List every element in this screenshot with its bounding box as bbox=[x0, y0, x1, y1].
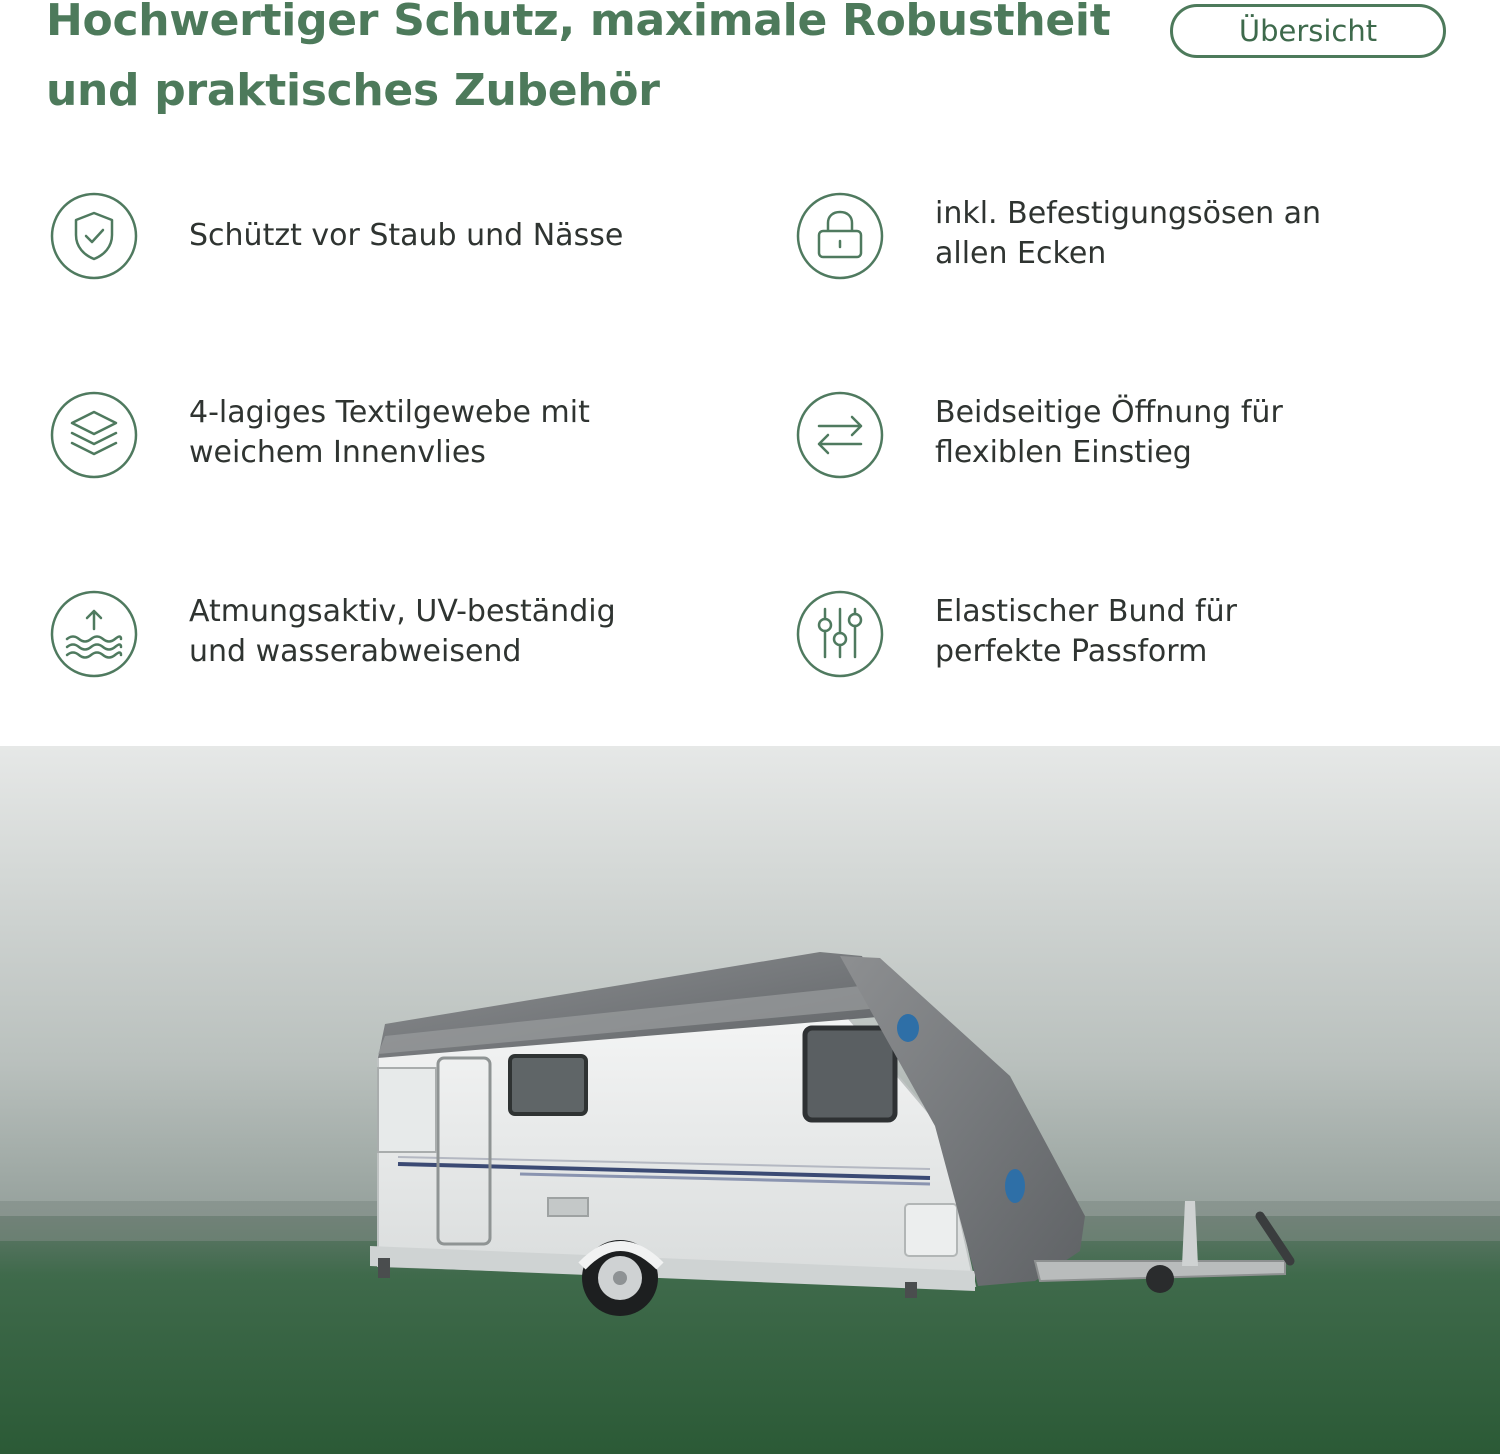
product-photo-caravan-cover bbox=[0, 746, 1500, 1454]
feature-label-line-1: Beidseitige Öffnung für bbox=[935, 395, 1283, 430]
sliders-icon bbox=[795, 589, 885, 679]
feature-label bbox=[935, 592, 1455, 672]
feature-elastic-hem bbox=[795, 589, 1500, 689]
feature-label-line-1: Atmungsaktiv, UV-beständig bbox=[189, 594, 616, 629]
feature-eyelets bbox=[795, 191, 1500, 291]
feature-label bbox=[189, 216, 709, 256]
overview-button[interactable]: Übersicht bbox=[1170, 4, 1446, 58]
feature-dust-moisture bbox=[49, 191, 769, 291]
feature-label-line-1: Schützt vor Staub und Nässe bbox=[189, 218, 624, 253]
feature-label-line-2: perfekte Passform bbox=[935, 634, 1208, 669]
feature-label-line-2: und wasserabweisend bbox=[189, 634, 522, 669]
shield-check-icon bbox=[49, 191, 139, 281]
page-title bbox=[46, 0, 1146, 126]
arrows-left-right-icon bbox=[795, 390, 885, 480]
section-header bbox=[0, 0, 1500, 150]
feature-label-line-1: inkl. Befestigungsösen an bbox=[935, 196, 1322, 231]
page-title-line-2: und praktisches Zubehör bbox=[46, 65, 660, 116]
feature-label bbox=[189, 592, 709, 672]
feature-label-line-1: Elastischer Bund für bbox=[935, 594, 1237, 629]
layers-icon bbox=[49, 390, 139, 480]
feature-double-opening bbox=[795, 390, 1500, 490]
feature-label-line-2: weichem Innenvlies bbox=[189, 435, 486, 470]
page-title-line-1: Hochwertiger Schutz, maximale Robustheit bbox=[46, 0, 1111, 46]
feature-fabric-layers bbox=[49, 390, 769, 490]
feature-label-line-2: flexiblen Einstieg bbox=[935, 435, 1192, 470]
feature-label-line-2: allen Ecken bbox=[935, 236, 1107, 271]
feature-label bbox=[935, 194, 1455, 274]
feature-label bbox=[189, 393, 709, 473]
water-evaporation-icon bbox=[49, 589, 139, 679]
feature-label bbox=[935, 393, 1455, 473]
feature-label-line-1: 4-lagiges Textilgewebe mit bbox=[189, 395, 590, 430]
feature-breathable bbox=[49, 589, 769, 689]
lock-icon bbox=[795, 191, 885, 281]
